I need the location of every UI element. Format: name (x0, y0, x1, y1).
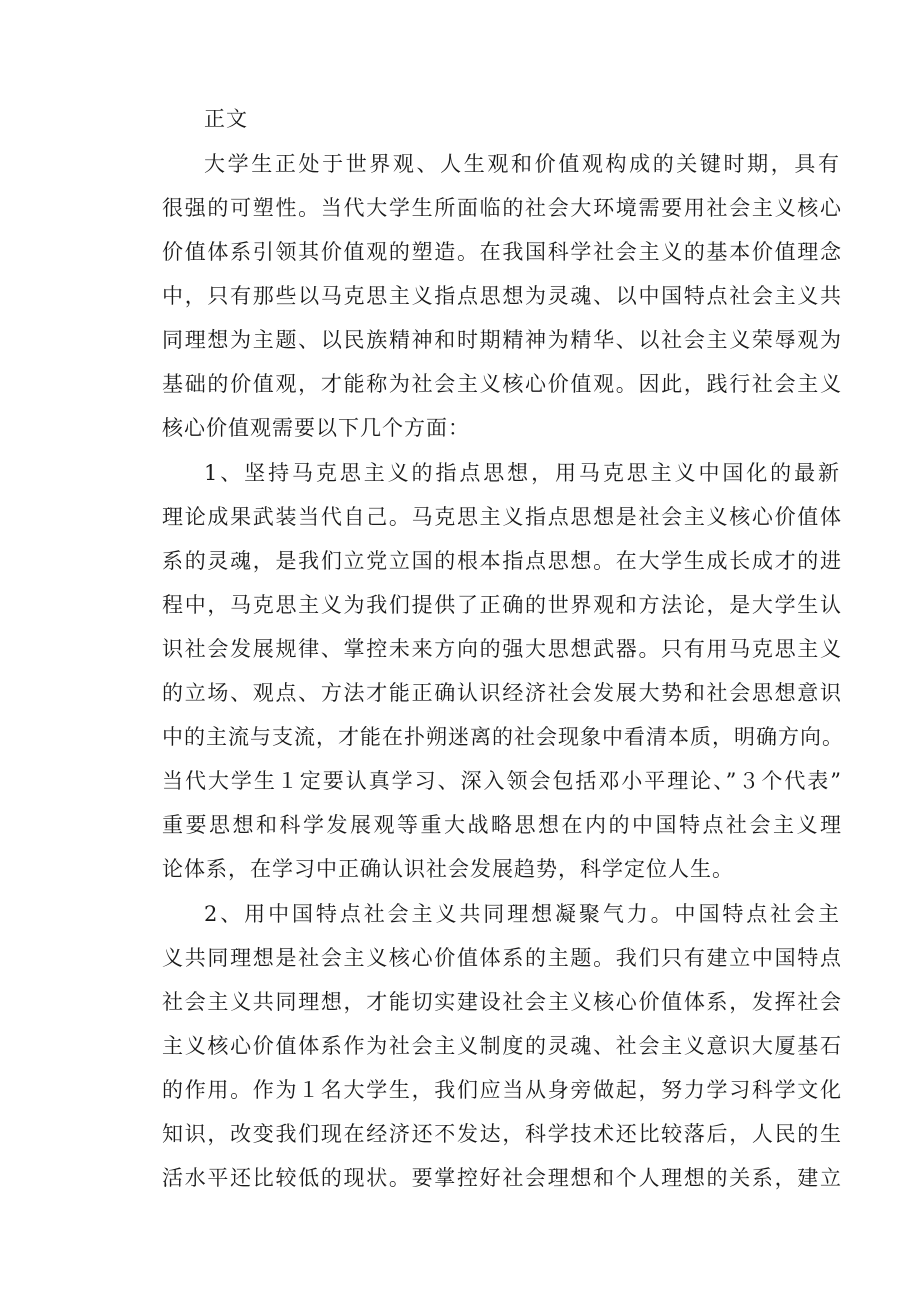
paragraph-2-line-2: 理论成果武装当代自己。马克思主义指点思想是社会主义核心价值体 (162, 505, 842, 529)
paragraph-3-line-2: 义共同理想是社会主义核心价值体系的主题。我们只有建立中国特点 (162, 946, 842, 970)
paragraph-1-line-4: 中，只有那些以马克思主义指点思想为灵魂、以中国特点社会主义共 (162, 284, 842, 308)
paragraph-1-line-6: 基础的价值观，才能称为社会主义核心价值观。因此，践行社会主义 (162, 372, 842, 396)
paragraph-3-line-4: 主义核心价值体系作为社会主义制度的灵魂、社会主义意识大厦基石 (162, 1034, 842, 1058)
paragraph-2-line-10: 论体系，在学习中正确认识社会发展趋势，科学定位人生。 (162, 857, 734, 881)
paragraph-2-line-1: 1、坚持马克思主义的指点思想，用马克思主义中国化的最新 (204, 461, 840, 485)
paragraph-1-line-1: 大学生正处于世界观、人生观和价值观构成的关键时期，具有 (204, 152, 840, 176)
paragraph-2-line-8: 当代大学生１定要认真学习、深入领会包括邓小平理论、”３个代表” (162, 769, 842, 793)
paragraph-2-line-6: 的立场、观点、方法才能正确认识经济社会发展大势和社会思想意识 (162, 681, 842, 705)
paragraph-2-line-9: 重要思想和科学发展观等重大战略思想在内的中国特点社会主义理 (162, 813, 842, 837)
paragraph-3-line-6: 知识，改变我们现在经济还不发达，科学技术还比较落后，人民的生 (162, 1122, 842, 1146)
paragraph-3-line-3: 社会主义共同理想，才能切实建设社会主义核心价值体系，发挥社会 (162, 990, 842, 1014)
paragraph-2-line-3: 系的灵魂，是我们立党立国的根本指点思想。在大学生成长成才的进 (162, 549, 842, 573)
paragraph-2-line-5: 识社会发展规律、掌控未来方向的强大思想武器。只有用马克思主义 (162, 637, 842, 661)
section-heading: 正文 (204, 107, 248, 131)
paragraph-2-line-4: 程中，马克思主义为我们提供了正确的世界观和方法论，是大学生认 (162, 593, 842, 617)
paragraph-3-line-5: 的作用。作为１名大学生，我们应当从身旁做起，努力学习科学文化 (162, 1078, 842, 1102)
paragraph-1-line-2: 很强的可塑性。当代大学生所面临的社会大环境需要用社会主义核心 (162, 196, 842, 220)
paragraph-2-line-7: 中的主流与支流，才能在扑朔迷离的社会现象中看清本质，明确方向。 (162, 725, 844, 749)
paragraph-3-line-1: 2、用中国特点社会主义共同理想凝聚气力。中国特点社会主 (204, 902, 840, 926)
paragraph-1-line-7: 核心价值观需要以下几个方面： (162, 416, 470, 440)
paragraph-1-line-3: 价值体系引领其价值观的塑造。在我国科学社会主义的基本价值理念 (162, 240, 842, 264)
paragraph-1-line-5: 同理想为主题、以民族精神和时期精神为精华、以社会主义荣辱观为 (162, 328, 842, 352)
paragraph-3-line-7: 活水平还比较低的现状。要掌控好社会理想和个人理想的关系，建立 (162, 1166, 842, 1190)
